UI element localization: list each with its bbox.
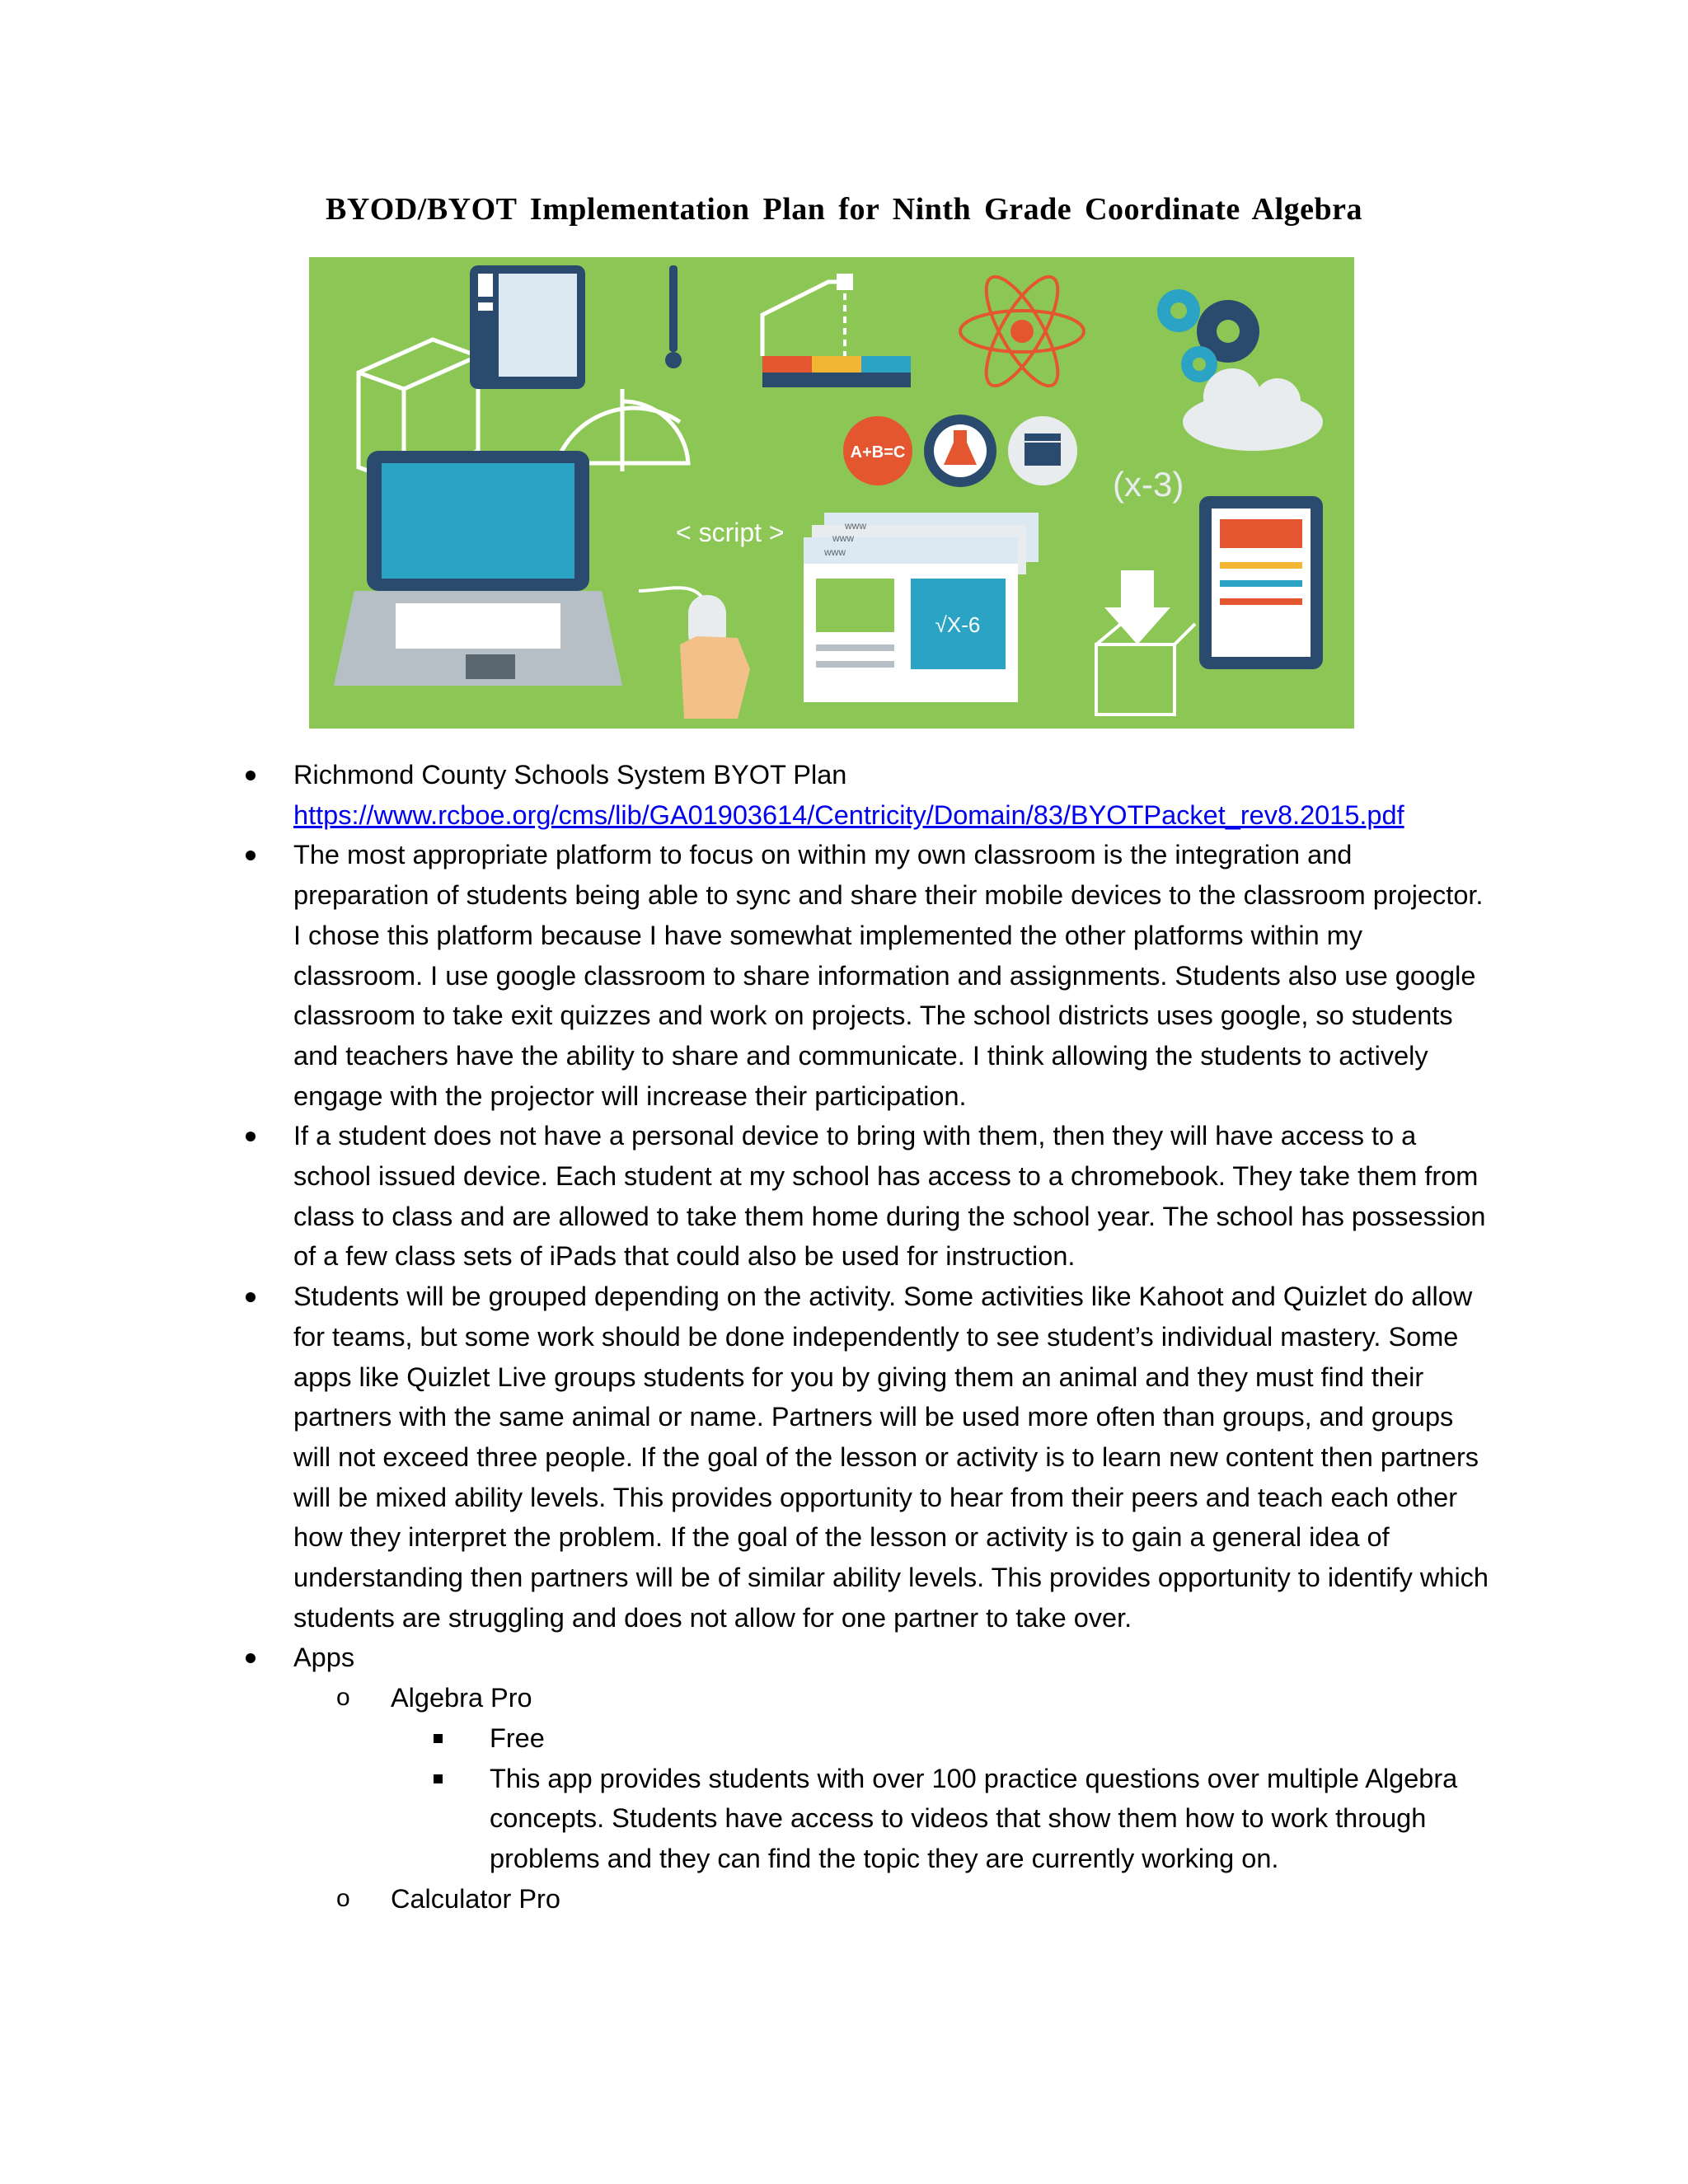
app-item — [293, 1678, 1492, 1879]
app-detail-text: This app provides students with over 100 practice questions over multiple Algebra concepts. Students have access to videos that show them how to work through problems and they can find the topic they are currently working on. — [490, 1763, 1458, 1873]
flask-icon — [924, 415, 996, 487]
list-item — [239, 1277, 1492, 1638]
script-label: < script > — [676, 518, 785, 547]
list-item — [239, 755, 1492, 835]
device-access-paragraph: If a student does not have a personal device to bring with them, then they will have access to a school issued device. Each student at my school has access to a chromebook. They take them from class to class and are allowed to take them home during the school year. The school has possession of a few class sets of iPads that could also be used for instruction. — [293, 1121, 1486, 1272]
main-bullet-list — [239, 755, 1492, 1919]
formula-label: (x-3) — [1113, 465, 1184, 504]
app-item — [293, 1879, 1492, 1919]
byot-plan-label: Richmond County Schools System BYOT Plan — [293, 760, 847, 790]
app-detail — [391, 1759, 1492, 1879]
browser-windows-icon — [804, 513, 1039, 702]
tablet-right-icon — [1199, 496, 1323, 669]
byot-plan-link[interactable]: https://www.rcboe.org/cms/lib/GA01903614/Centricity/Domain/83/BYOTPacket_rev8.2015.pdf — [293, 799, 1404, 830]
film-icon — [1008, 416, 1077, 485]
platform-paragraph: The most appropriate platform to focus on within my own classroom is the integration and preparation of students being able to sync and share their mobile devices to the classroom projector. I chose this platform because I have somewhat implemented the other platforms within my classroom. I use google classroom to share information and assignments. Students also use google classroom to take exit quizzes and work on projects. The school districts uses google, so students and teachers have the ability to share and communicate. I think allowing the students to actively engage with the projector will increase their participation. — [293, 840, 1484, 1111]
svg-text:√X-6: √X-6 — [935, 612, 981, 637]
svg-text:www: www — [832, 532, 854, 544]
app-detail — [391, 1718, 1492, 1759]
grouping-paragraph: Students will be grouped depending on the activity. Some activities like Kahoot and Quizlet do allow for teams, but some work should be done independently to see student’s individual mastery. Some apps like Quizlet Live groups students for you by giving them an animal and they must find their partners with the same animal or name. Partners will be used more often than groups, and groups will not exceed three people. If the goal of the lesson or activity is to learn new content then partners will be mixed ability levels. This provides opportunity to hear from their peers and teach each other how they interpret the problem. If the goal of the lesson or activity is to gain a general idea of understanding then partners will be of similar ability levels. This provides opportunity to identify which students are struggling and does not allow for one partner to take over. — [293, 1282, 1489, 1633]
equation-circle — [843, 416, 912, 485]
document-body — [239, 755, 1492, 1919]
app-details-list — [391, 1718, 1492, 1879]
svg-text:www: www — [824, 546, 846, 558]
list-item — [239, 835, 1492, 1116]
list-item — [239, 1116, 1492, 1277]
svg-text:www: www — [845, 520, 866, 532]
page-title: BYOD/BYOT Implementation Plan for Ninth Grade Coordinate Algebra — [325, 192, 1362, 227]
app-name: Algebra Pro — [391, 1683, 532, 1713]
tablet-icon — [470, 265, 585, 389]
apps-heading: Apps — [293, 1643, 355, 1673]
app-name: Calculator Pro — [391, 1883, 560, 1914]
hero-illustration — [309, 257, 1354, 729]
app-detail-text: Free — [490, 1722, 545, 1753]
laptop-icon — [334, 451, 622, 686]
svg-text:A+B=C: A+B=C — [850, 443, 906, 462]
list-item — [239, 1638, 1492, 1919]
apps-list — [293, 1678, 1492, 1919]
